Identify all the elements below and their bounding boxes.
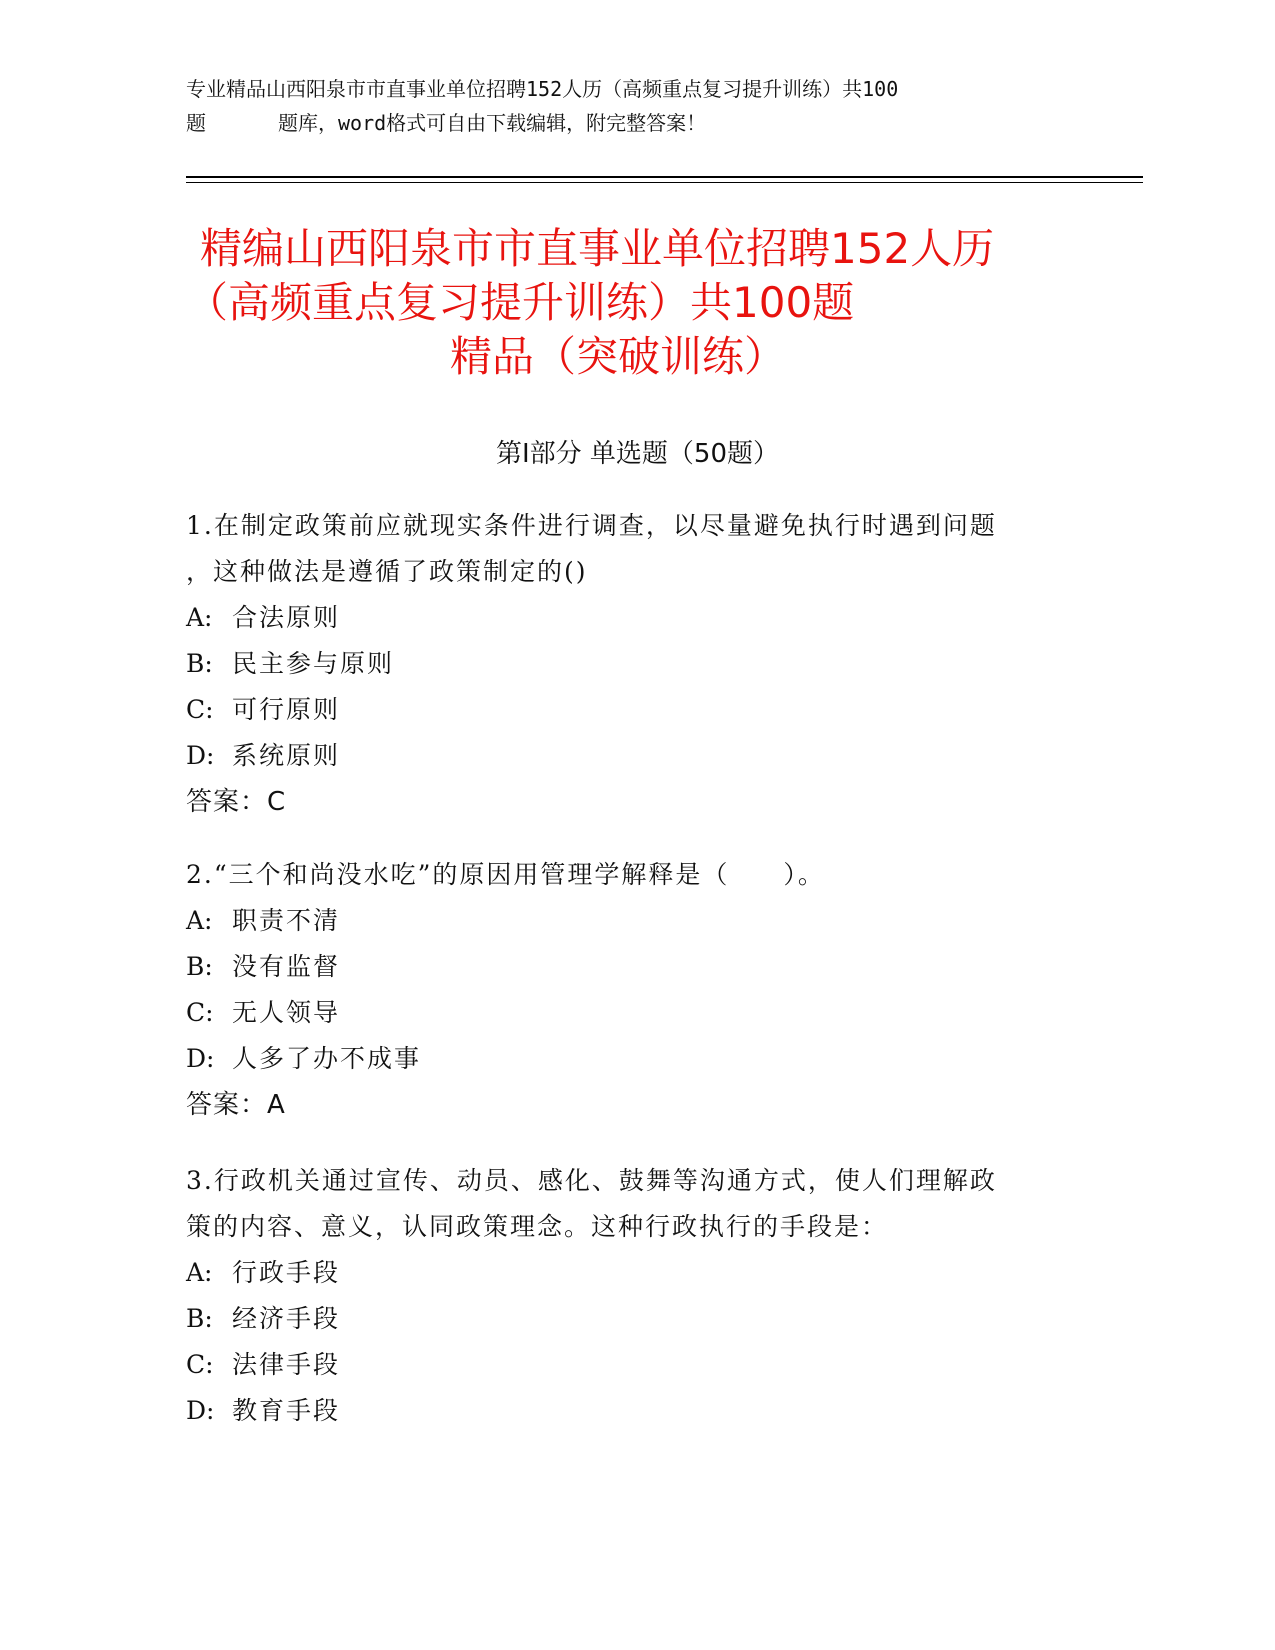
document-title [186,222,1086,384]
question-2 [186,852,1066,1128]
header-line-2-start: 题 [186,111,206,135]
option-text: 合法原则 [232,603,341,632]
question-3 [186,1158,1066,1434]
option-text: 经济手段 [232,1304,341,1333]
option-key: A: [186,906,213,935]
question-1 [186,503,1066,825]
option-a [186,1250,1066,1296]
option-text: 人多了办不成事 [232,1044,422,1073]
option-a [186,595,1066,641]
option-text: 职责不清 [232,906,341,935]
question-stem-line: 2.“三个和尚没水吃”的原因用管理学解释是（ ）。 [186,860,825,889]
option-b [186,1296,1066,1342]
document-header [186,72,1086,140]
question-stem-line: 1.在制定政策前应就现实条件进行调查，以尽量避免执行时遇到问题 [186,511,997,540]
answer: 答案：A [186,1090,286,1120]
title-line-2: （高频重点复习提升训练）共100题 [186,278,855,327]
option-key: D: [186,1396,215,1425]
option-key: B: [186,1304,213,1333]
option-key: D: [186,1044,215,1073]
option-d [186,733,1066,779]
question-stem-line: ，这种做法是遵循了政策制定的() [186,557,588,586]
option-c [186,990,1066,1036]
header-line-2 [186,106,1086,140]
answer: 答案：C [186,787,287,817]
header-rule-thick [186,176,1143,178]
option-d [186,1388,1066,1434]
header-line-2-end: 题库，word格式可自由下载编辑，附完整答案！ [278,111,707,135]
option-key: C: [186,1350,214,1379]
option-key: A: [186,603,213,632]
question-stem-line: 策的内容、意义，认同政策理念。这种行政执行的手段是： [186,1212,889,1241]
title-line-3: 精品（突破训练） [450,332,787,381]
option-key: B: [186,952,213,981]
option-key: D: [186,741,215,770]
header-rule-thin [186,182,1143,183]
option-key: A: [186,1258,213,1287]
option-c [186,1342,1066,1388]
option-a [186,898,1066,944]
option-b [186,641,1066,687]
question-stem-line: 3.行政机关通过宣传、动员、感化、鼓舞等沟通方式，使人们理解政 [186,1166,997,1195]
option-d [186,1036,1066,1082]
option-key: C: [186,998,214,1027]
option-text: 没有监督 [232,952,341,981]
option-b [186,944,1066,990]
option-text: 系统原则 [232,741,341,770]
option-text: 行政手段 [232,1258,341,1287]
option-text: 法律手段 [232,1350,341,1379]
title-line-1: 精编山西阳泉市市直事业单位招聘152人历 [200,224,995,273]
option-text: 可行原则 [232,695,341,724]
option-text: 无人领导 [232,998,341,1027]
option-key: C: [186,695,214,724]
option-key: B: [186,649,213,678]
section-heading: 第Ⅰ部分 单选题（50题） [495,439,780,469]
option-text: 教育手段 [232,1396,341,1425]
option-text: 民主参与原则 [232,649,395,678]
header-line-1: 专业精品山西阳泉市市直事业单位招聘152人历（高频重点复习提升训练）共100 [186,77,899,101]
option-c [186,687,1066,733]
